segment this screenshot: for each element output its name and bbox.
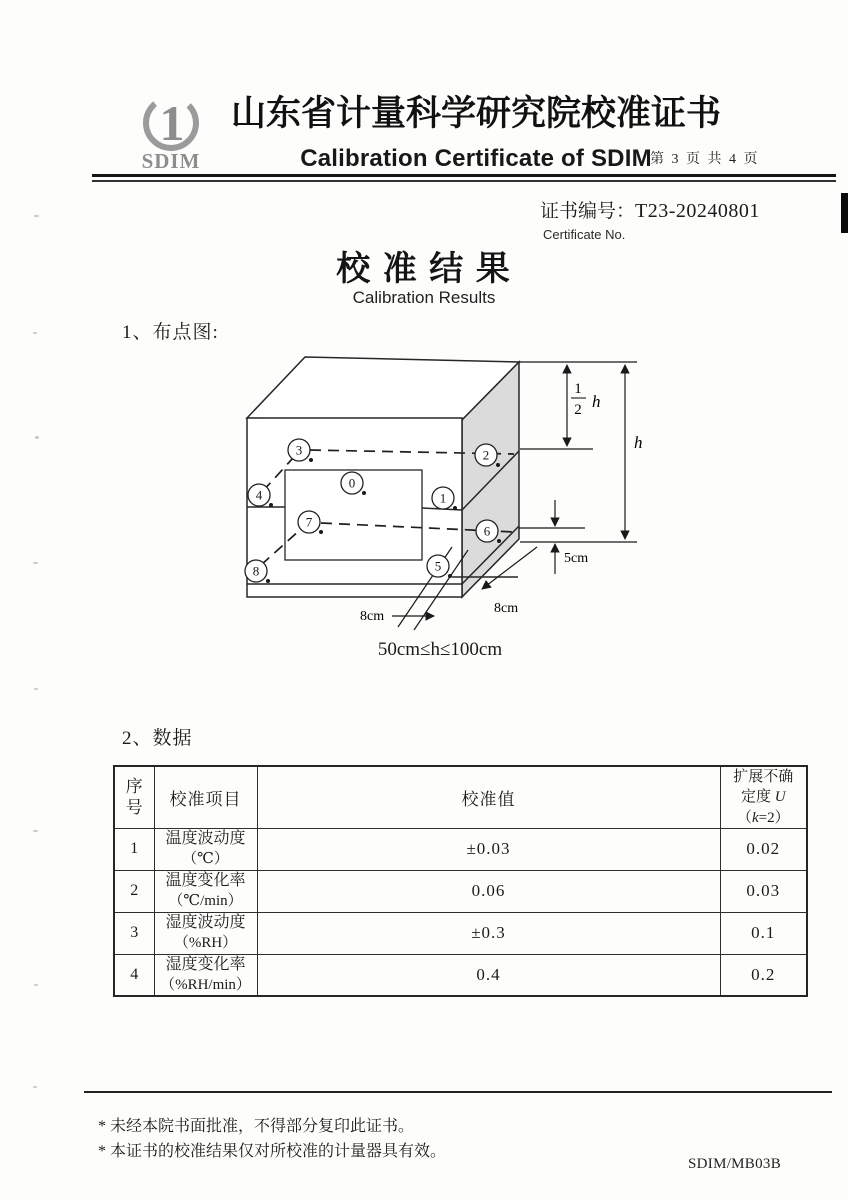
row-uncertainty: 0.02 — [720, 828, 807, 870]
org-title-cn: 山东省计量科学研究院校准证书 — [230, 94, 721, 133]
half-height-dimension-label — [571, 381, 601, 418]
certificate-number-line — [540, 196, 760, 223]
scan-speck — [34, 688, 38, 690]
scan-speck — [33, 332, 37, 334]
certificate-number-value: T23-20240801 — [635, 200, 760, 222]
col-header-value: 校准值 — [257, 766, 720, 828]
row-value: 0.4 — [257, 954, 720, 996]
svg-text:4: 4 — [255, 487, 263, 503]
row-item: 湿度变化率 （%RH/min） — [154, 954, 257, 996]
header-rule-top — [92, 174, 836, 177]
row-item: 湿度波动度 （%RH） — [154, 912, 257, 954]
svg-text:7: 7 — [305, 514, 313, 530]
row-value: 0.06 — [257, 870, 720, 912]
sdim-logo-icon — [136, 90, 208, 176]
section-2-heading: 2、数据 — [122, 728, 193, 749]
fraction-numerator: 1 — [574, 381, 582, 397]
svg-text:5: 5 — [434, 558, 442, 574]
page-number: 第 3 页 共 4 页 — [650, 152, 760, 167]
svg-text:0: 0 — [348, 475, 356, 491]
front-depth-label: 8cm — [360, 609, 385, 624]
svg-text:2: 2 — [482, 447, 490, 463]
scan-speck — [34, 984, 38, 986]
table-row — [114, 954, 807, 996]
row-uncertainty: 0.03 — [720, 870, 807, 912]
table-row — [114, 828, 807, 870]
section-1-heading: 1、布点图: — [122, 322, 219, 343]
row-index: 2 — [114, 870, 154, 912]
side-depth-label: 8cm — [494, 601, 519, 616]
row-uncertainty: 0.1 — [720, 912, 807, 954]
row-index: 4 — [114, 954, 154, 996]
diagram-caption: 50cm≤h≤100cm — [377, 639, 503, 660]
certificate-number-label-en: Certificate No. — [543, 227, 626, 242]
table-header-row — [114, 766, 807, 828]
calibration-data-table — [113, 765, 808, 997]
col-header-index: 序 号 — [114, 766, 154, 828]
table-row — [114, 912, 807, 954]
form-code: SDIM/MB03B — [688, 1156, 782, 1172]
measurement-points-diagram — [230, 350, 660, 650]
table-row — [114, 870, 807, 912]
row-value: ±0.3 — [257, 912, 720, 954]
chamber-box — [247, 357, 519, 597]
results-title-cn: 校 准 结 果 — [336, 251, 512, 288]
svg-text:1: 1 — [439, 490, 447, 506]
footer-rule — [84, 1091, 832, 1093]
svg-text:3: 3 — [295, 442, 303, 458]
scan-speck — [34, 215, 39, 217]
scan-speck — [33, 562, 38, 564]
svg-text:6: 6 — [483, 523, 491, 539]
half-height-variable: h — [592, 392, 601, 411]
row-index: 3 — [114, 912, 154, 954]
logo-text: SDIM — [141, 149, 201, 173]
base-offset-label: 5cm — [564, 551, 589, 566]
footnote-1: * 未经本院书面批准，不得部分复印此证书。 — [98, 1118, 415, 1135]
header-rule-bottom — [92, 180, 836, 182]
footnote-2: * 本证书的校准结果仅对所校准的计量器具有效。 — [98, 1143, 447, 1160]
row-index: 1 — [114, 828, 154, 870]
scan-speck — [33, 1086, 37, 1088]
col-header-item: 校准项目 — [154, 766, 257, 828]
scan-speck — [35, 436, 39, 439]
col-header-uncertainty: 扩展不确 定度 U （k=2） — [720, 766, 807, 828]
height-dimension-label: h — [634, 433, 643, 452]
fraction-denominator: 2 — [574, 402, 582, 418]
logo-digit: 1 — [159, 95, 185, 151]
row-item: 温度波动度 （℃） — [154, 828, 257, 870]
certificate-number-label: 证书编号： — [540, 201, 636, 222]
row-value: ±0.03 — [257, 828, 720, 870]
scan-speck — [33, 830, 38, 832]
row-uncertainty: 0.2 — [720, 954, 807, 996]
results-title-en: Calibration Results — [352, 288, 496, 307]
svg-text:8: 8 — [252, 563, 260, 579]
row-item: 温度变化率 （℃/min） — [154, 870, 257, 912]
scan-artifact-bar — [841, 193, 848, 233]
org-title-en: Calibration Certificate of SDIM — [300, 145, 652, 172]
